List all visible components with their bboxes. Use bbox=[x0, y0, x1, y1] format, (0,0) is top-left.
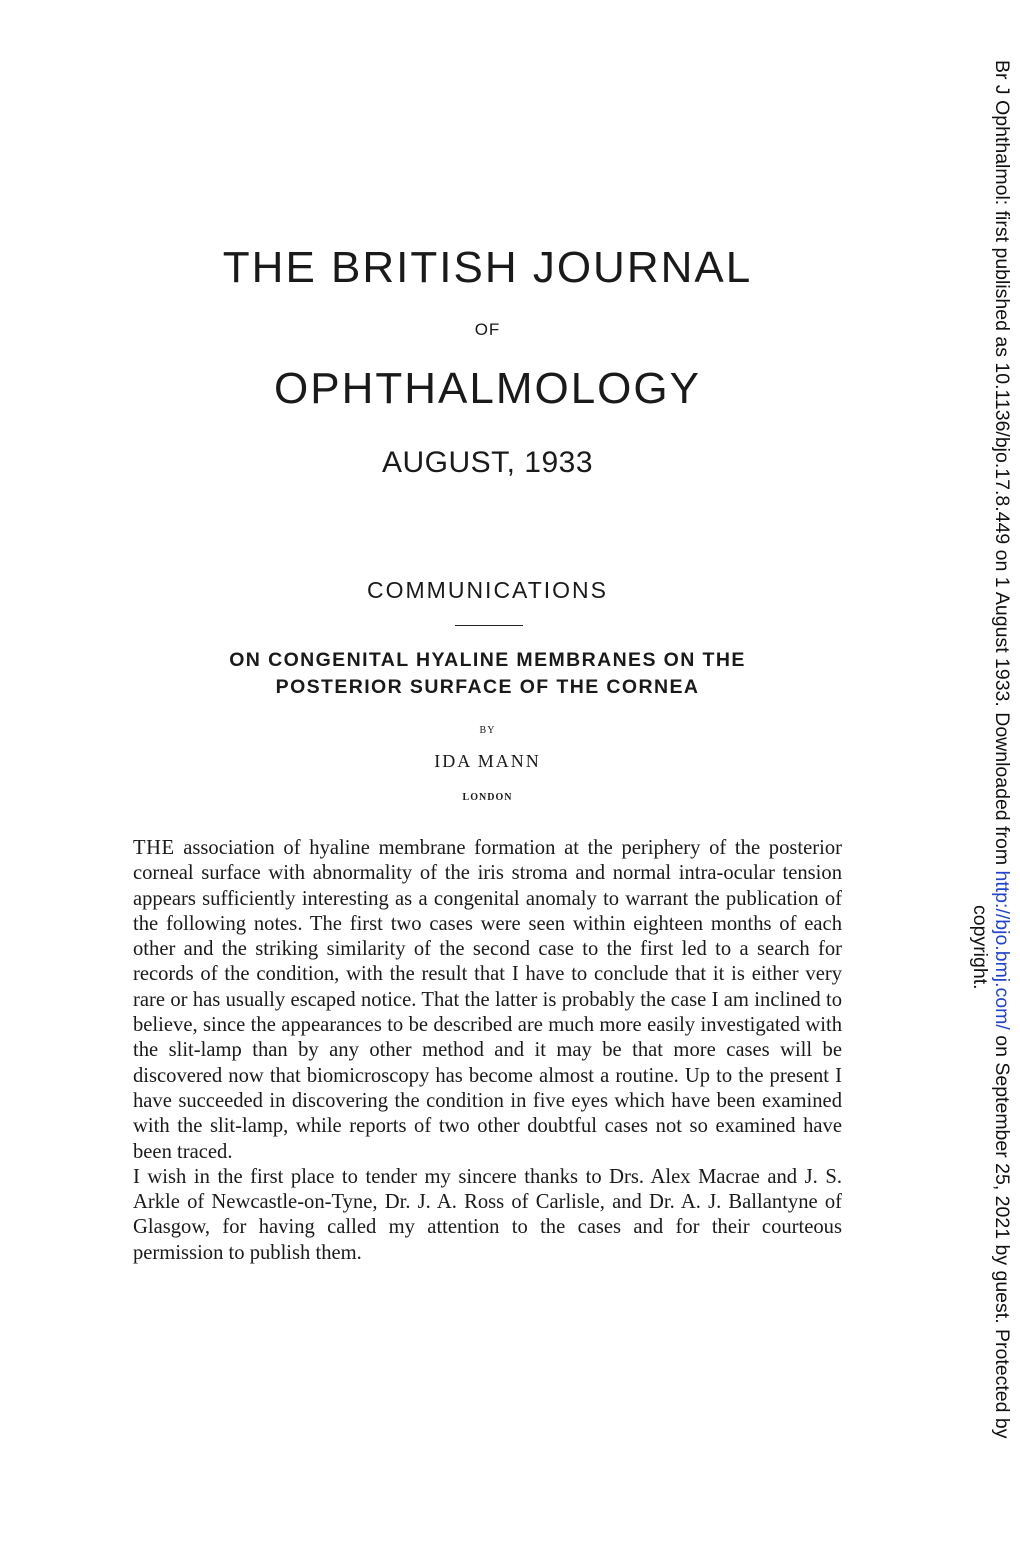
article-body bbox=[133, 836, 842, 1266]
side-note-text-b: on September 25, 2021 by guest. Protected by bbox=[991, 1029, 1013, 1439]
side-note-line-1 bbox=[991, 60, 1013, 1439]
journal-title: THE BRITISH JOURNAL bbox=[222, 243, 753, 292]
side-note-text-a: Br J Ophthalmol: first published as 10.1136/bjo.17.8.449 on 1 August 1933. Downloaded from bbox=[991, 60, 1013, 871]
byline-by: BY bbox=[479, 725, 496, 736]
side-note bbox=[969, 60, 1013, 1500]
issue-date: AUGUST, 1933 bbox=[381, 446, 594, 479]
journal-subject: OPHTHALMOLOGY bbox=[274, 364, 701, 413]
journal-title-of: OF bbox=[474, 320, 501, 339]
divider-rule bbox=[455, 625, 523, 626]
author-location: LONDON bbox=[462, 792, 513, 803]
author-name: IDA MANN bbox=[434, 751, 541, 771]
paragraph-1 bbox=[133, 836, 842, 1165]
article-title bbox=[0, 647, 975, 701]
side-note-line-2: copyright. bbox=[969, 905, 991, 990]
paragraph-1-lead-in: THE bbox=[133, 837, 175, 859]
paragraph-1-text: association of hyaline membrane formation at the periphery of the posterior corneal surface with abnormality of the iris stroma and normal intra-ocular tension appears sufficiently interesting as a congenital anomaly to warrant the publication of the following notes. The first two cases were seen within eighteen months of each other and the striking similarity of the second case to the first led to a search for records of the condition, with the result that I have to conclude that it is either very rare or has usually escaped notice. That the latter is probably the case I am inclined to believe, since the appearances to be described are much more easily investigated with the slit-lamp than by any other method and it may be that more cases will be discovered now that biomicroscopy has become almost a routine. Up to the present I have succeeded in discovering the condition in five eyes which have been examined with the slit-lamp, while reports of two other doubtful cases not so examined have been traced. bbox=[133, 837, 842, 1163]
article-title-line-1: ON CONGENITAL HYALINE MEMBRANES ON THE bbox=[229, 649, 746, 671]
side-note-link[interactable]: http://bjo.bmj.com/ bbox=[991, 870, 1013, 1030]
paragraph-2: I wish in the first place to tender my sincere thanks to Drs. Alex Macrae and J. S. Arkle of Newcastle-on-Tyne, Dr. J. A. Ross of Carlisle, and Dr. A. J. Ballantyne of Glasgow, for having called my attention to the cases and for their courteous permission to publish them. bbox=[133, 1165, 842, 1264]
side-note-text bbox=[969, 60, 1013, 1439]
section-heading: COMMUNICATIONS bbox=[367, 577, 608, 603]
article-title-line-2: POSTERIOR SURFACE OF THE CORNEA bbox=[275, 676, 700, 698]
